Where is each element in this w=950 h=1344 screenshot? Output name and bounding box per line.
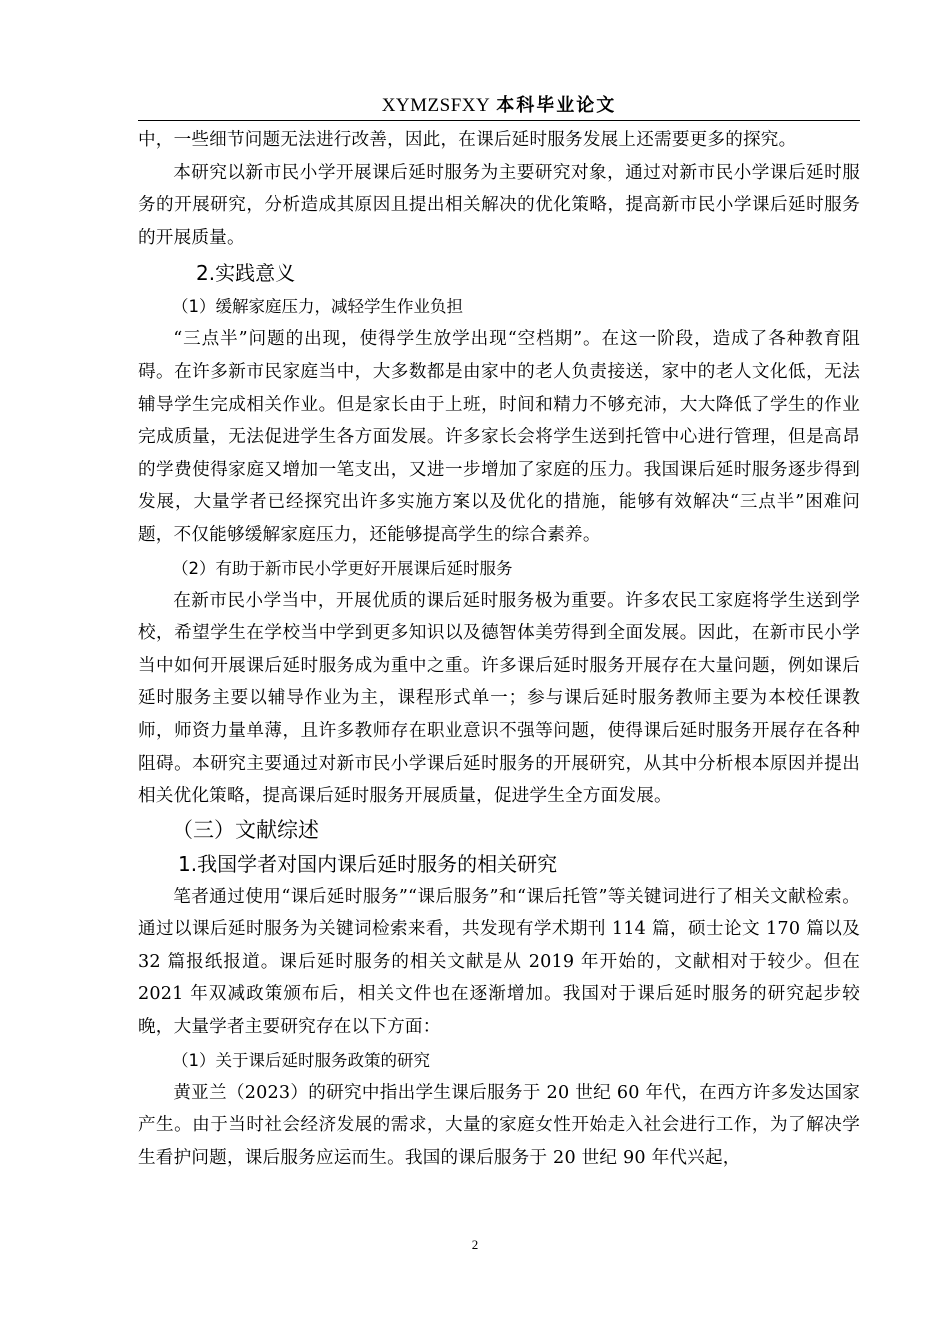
paragraph-continuation: 中，一些细节问题无法进行改善，因此，在课后延时服务发展上还需要更多的探究。 bbox=[138, 130, 797, 150]
header-title: 本科毕业论文 bbox=[496, 95, 617, 116]
page-body bbox=[138, 124, 860, 1174]
paragraph-new-citizen-school: 在新市民小学当中，开展优质的课后延时服务极为重要。许多农民工家庭将学生送到学校，希望学生在学校当中学到更多知识以及德智体美劳得到全面发展。因此，在新市民小学当中如何开展课后延时服务成为重中之重。许多课后延时服务开展存在大量问题，例如课后延时服务主要以辅导作业为主，课程形式单一；参与课后延时服务教师主要为本校任课教师，师资力量单薄，且许多教师存在职业意识不强等问题，使得课后延时服务开展存在各种阻碍。本研究主要通过对新市民小学课后延时服务的开展研究，从其中分析根本原因并提出相关优化策略，提高课后延时服务开展质量，促进学生全方面发展。 bbox=[138, 590, 860, 807]
page-number: 2 bbox=[471, 1237, 479, 1252]
subheading-better-service: （2）有助于新市民小学更好开展课后延时服务 bbox=[172, 558, 513, 578]
paragraph-research-object: 本研究以新市民小学开展课后延时服务为主要研究对象，通过对新市民小学课后延时服务的开展研究，分析造成其原因且提出相关解决的优化策略，提高新市民小学课后延时服务的开展质量。 bbox=[138, 162, 860, 248]
heading-literature-review: （三）文献综述 bbox=[172, 817, 319, 842]
page-header bbox=[138, 90, 860, 121]
paragraph-three-thirty-problem: “三点半”问题的出现，使得学生放学出现“空档期”。在这一阶段，造成了各种教育阻碍。在许多新市民家庭当中，大多数都是由家中的老人负责接送，家中的老人文化低，无法辅导学生完成相关作业。但是家长由于上班，时间和精力不够充沛，大大降低了学生的作业完成质量，无法促进学生各方面发展。许多家长会将学生送到托管中心进行管理，但是高昂的学费使得家庭又增加一笔支出，又进一步增加了家庭的压力。我国课后延时服务逐步得到发展，大量学者已经探究出许多实施方案以及优化的措施，能够有效解决“三点半”困难问题，不仅能够缓解家庭压力，还能够提高学生的综合素养。 bbox=[138, 329, 860, 545]
subheading-relieve-pressure: （1）缓解家庭压力，减轻学生作业负担 bbox=[172, 297, 463, 317]
subheading-policy-research: （1）关于课后延时服务政策的研究 bbox=[172, 1050, 430, 1070]
paragraph-literature-search: 笔者通过使用“课后延时服务”“课后服务”和“课后托管”等关键词进行了相关文献检索。通过以课后延时服务为关键词检索来看，共发现有学术期刊 114 篇，硕士论文 170 篇以及 32 篇报纸报道。课后延时服务的相关文献是从 2019 年开始的，文献相对于较少。但在 2021 年双减政策颁布后，相关文件也在逐渐增加。我国对于课后延时服务的研究起步较晚，大量学者主要研究存在以下方面： bbox=[138, 886, 860, 1038]
heading-domestic-research: 1.我国学者对国内课后延时服务的相关研究 bbox=[178, 851, 558, 876]
paragraph-huang-yalan: 黄亚兰（2023）的研究中指出学生课后服务于 20 世纪 60 年代，在西方许多发达国家产生。由于当时社会经济发展的需求，大量的家庭女性开始走入社会进行工作，为了解决学生看护问题，课后服务应运而生。我国的课后服务于 20 世纪 90 年代兴起， bbox=[138, 1082, 860, 1168]
header-code: XYMZSFXY bbox=[381, 95, 491, 116]
heading-practical-significance: 2.实践意义 bbox=[196, 261, 296, 286]
